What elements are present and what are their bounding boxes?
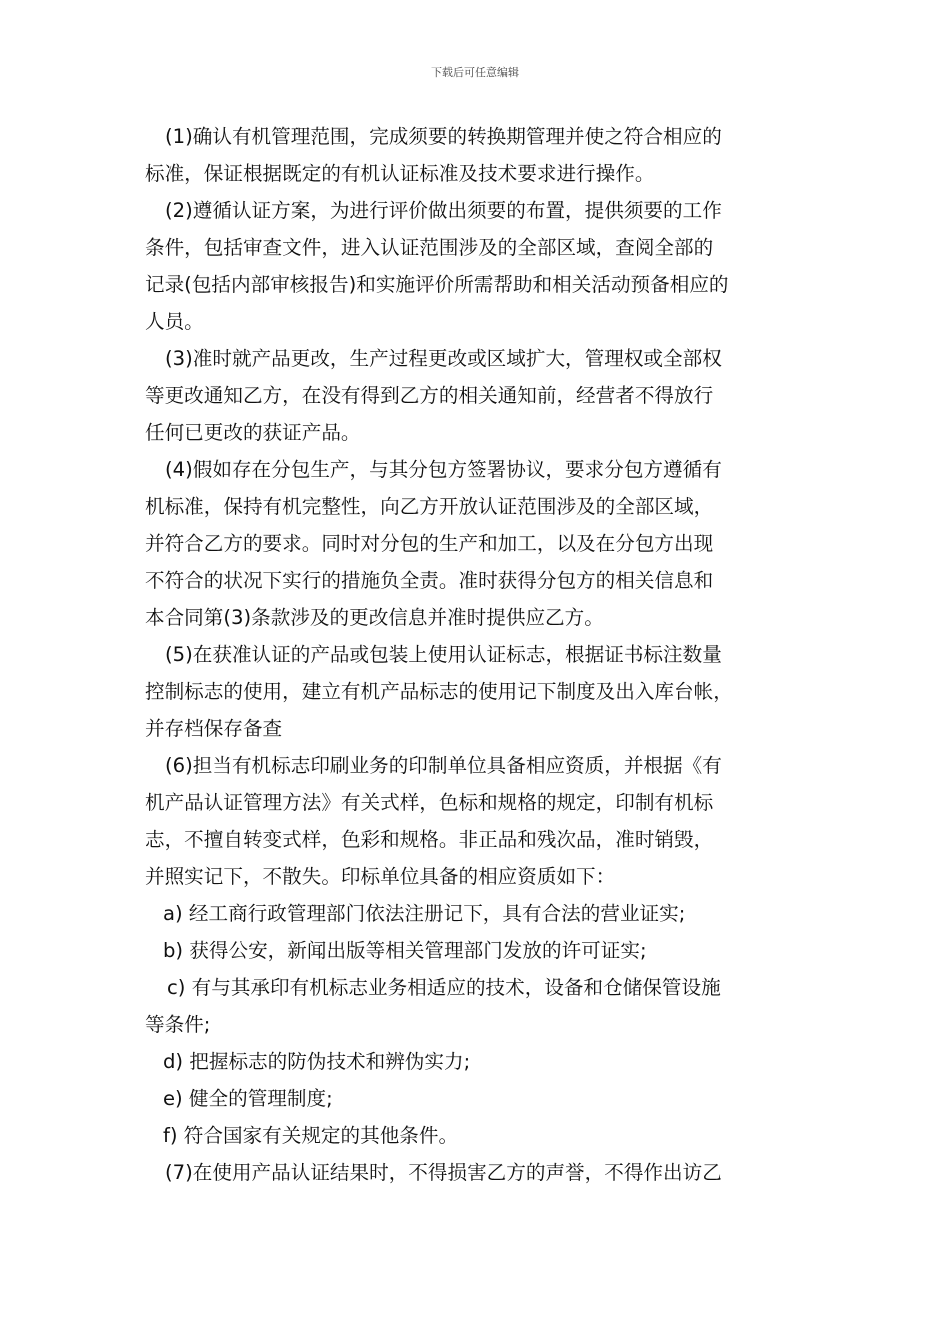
text-line: (2)遵循认证方案，为进行评价做出须要的布置，提供须要的工作 <box>165 199 722 222</box>
text-line: 等更改通知乙方，在没有得到乙方的相关通知前，经营者不得放行 <box>145 384 714 407</box>
text-line: 志，不擅自转变式样，色彩和规格。非正品和残次品，准时销毁， <box>145 828 714 851</box>
text-line: a) 经工商行政管理部门依法注册记下，具有合法的营业证实; <box>163 902 686 925</box>
text-line: d) 把握标志的防伪技术和辨伪实力; <box>163 1050 471 1073</box>
text-line: 机标准，保持有机完整性，向乙方开放认证范围涉及的全部区域， <box>145 495 714 518</box>
text-line: 本合同第(3)条款涉及的更改信息并准时提供应乙方。 <box>145 606 604 629</box>
text-line: 条件，包括审查文件，进入认证范围涉及的全部区域，查阅全部的 <box>145 236 714 259</box>
text-line: (4)假如存在分包生产，与其分包方签署协议，要求分包方遵循有 <box>165 458 722 481</box>
text-line: (6)担当有机标志印刷业务的印制单位具备相应资质，并根据《有 <box>165 754 722 777</box>
text-line: (1)确认有机管理范围，完成须要的转换期管理并使之符合相应的 <box>165 125 722 148</box>
text-line: 任何已更改的获证产品。 <box>145 421 361 444</box>
text-line: f) 符合国家有关规定的其他条件。 <box>163 1124 459 1147</box>
text-line: (5)在获准认证的产品或包装上使用认证标志，根据证书标注数量 <box>165 643 722 666</box>
document-body <box>145 118 810 1191</box>
page-header: 下载后可任意编辑 <box>431 66 519 79</box>
text-line: 并存档保存备查 <box>145 717 283 740</box>
text-line: 并照实记下，不散失。印标单位具备的相应资质如下： <box>145 865 616 888</box>
text-line: 并符合乙方的要求。同时对分包的生产和加工，以及在分包方出现 <box>145 532 714 555</box>
text-line: 人员。 <box>145 310 204 333</box>
text-line: 机产品认证管理方法》有关式样，色标和规格的规定，印制有机标 <box>145 791 714 814</box>
text-line: (3)准时就产品更改，生产过程更改或区域扩大，管理权或全部权 <box>165 347 722 370</box>
text-line: (7)在使用产品认证结果时，不得损害乙方的声誉，不得作出访乙 <box>165 1161 722 1184</box>
text-line: 控制标志的使用，建立有机产品标志的使用记下制度及出入库台帐， <box>145 680 733 703</box>
text-line: 等条件; <box>145 1013 211 1036</box>
text-line: 记录(包括内部审核报告)和实施评价所需帮助和相关活动预备相应的 <box>145 273 729 296</box>
text-line: c) 有与其承印有机标志业务相适应的技术，设备和仓储保管设施 <box>167 976 721 999</box>
text-line: 标准，保证根据既定的有机认证标准及技术要求进行操作。 <box>145 162 655 185</box>
text-line: e) 健全的管理制度; <box>163 1087 333 1110</box>
text-line: b) 获得公安，新闻出版等相关管理部门发放的许可证实; <box>163 939 647 962</box>
text-line: 不符合的状况下实行的措施负全责。准时获得分包方的相关信息和 <box>145 569 714 592</box>
